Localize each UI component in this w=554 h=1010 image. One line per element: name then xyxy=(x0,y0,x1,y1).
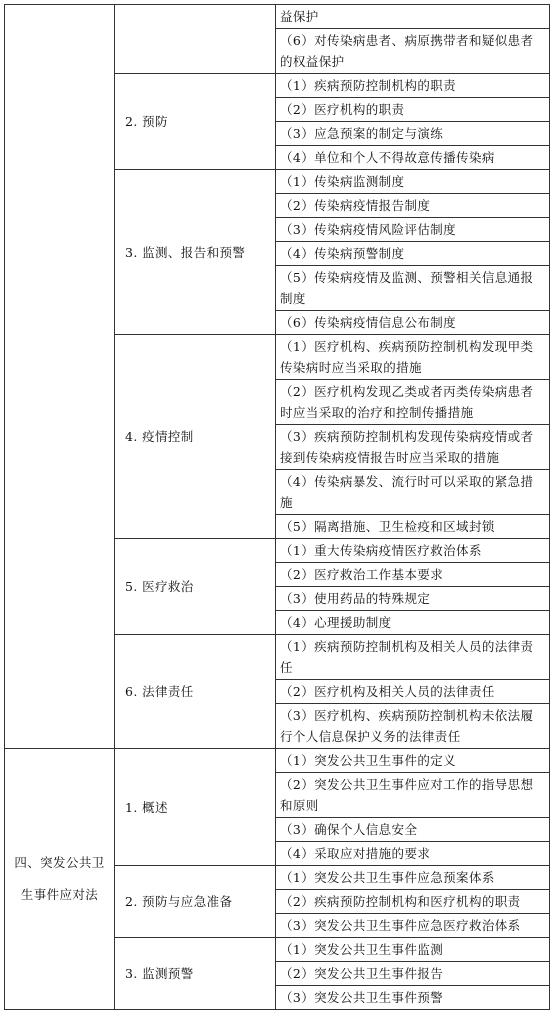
item-cell: （2）突发公共卫生事件应对工作的指导思想和原则 xyxy=(276,773,550,818)
item-cell: （2）医疗机构发现乙类或者丙类传染病患者时应当采取的治疗和控制传播措施 xyxy=(276,380,550,425)
item-cell: （2）疾病预防控制机构和医疗机构的职责 xyxy=(276,890,550,914)
section-title: 4. 疫情控制 xyxy=(115,335,276,539)
item-cell: （4）采取应对措施的要求 xyxy=(276,842,550,866)
item-cell: （3）传染病疫情风险评估制度 xyxy=(276,218,550,242)
item-cell: （1）重大传染病疫情医疗救治体系 xyxy=(276,539,550,563)
section-title: 3. 监测预警 xyxy=(115,938,276,1010)
item-cell: （3）医疗机构、疾病预防控制机构未依法履行个人信息保护义务的法律责任 xyxy=(276,704,550,749)
table-row xyxy=(5,5,550,29)
item-cell: （3）使用药品的特殊规定 xyxy=(276,587,550,611)
item-cell: （6）传染病疫情信息公布制度 xyxy=(276,311,550,335)
item-cell: （2）传染病疫情报告制度 xyxy=(276,194,550,218)
syllabus-table xyxy=(4,4,550,1010)
item-cell: （6）对传染病患者、病原携带者和疑似患者的权益保护 xyxy=(276,29,550,74)
section-title: 6. 法律责任 xyxy=(115,635,276,749)
syllabus-table-body xyxy=(5,5,550,1010)
section-title: 2. 预防 xyxy=(115,74,276,170)
item-cell: （1）突发公共卫生事件的定义 xyxy=(276,749,550,773)
item-cell: （1）传染病监测制度 xyxy=(276,170,550,194)
section-title: 5. 医疗救治 xyxy=(115,539,276,635)
chapter-cell-continued xyxy=(5,5,115,749)
item-cell: 益保护 xyxy=(276,5,550,29)
item-cell: （2）医疗机构及相关人员的法律责任 xyxy=(276,680,550,704)
item-cell: （1）突发公共卫生事件监测 xyxy=(276,938,550,962)
item-cell: （2）医疗机构的职责 xyxy=(276,98,550,122)
item-cell: （4）单位和个人不得故意传播传染病 xyxy=(276,146,550,170)
item-cell: （5）传染病疫情及监测、预警相关信息通报制度 xyxy=(276,266,550,311)
item-cell: （4）传染病暴发、流行时可以采取的紧急措施 xyxy=(276,470,550,515)
item-cell: （1）疾病预防控制机构及相关人员的法律责任 xyxy=(276,635,550,680)
item-cell: （3）应急预案的制定与演练 xyxy=(276,122,550,146)
item-cell: （3）确保个人信息安全 xyxy=(276,818,550,842)
section-title: 3. 监测、报告和预警 xyxy=(115,170,276,335)
item-cell: （5）隔离措施、卫生检疫和区域封锁 xyxy=(276,515,550,539)
item-cell: （1）疾病预防控制机构的职责 xyxy=(276,74,550,98)
item-cell: （3）突发公共卫生事件预警 xyxy=(276,986,550,1010)
section-title: 1. 概述 xyxy=(115,749,276,866)
chapter-title: 四、突发公共卫生事件应对法 xyxy=(5,749,115,1010)
item-cell: （4）心理援助制度 xyxy=(276,611,550,635)
item-cell: （2）医疗救治工作基本要求 xyxy=(276,563,550,587)
item-cell: （1）医疗机构、疾病预防控制机构发现甲类传染病时应当采取的措施 xyxy=(276,335,550,380)
item-cell: （1）突发公共卫生事件应急预案体系 xyxy=(276,866,550,890)
section-title: 2. 预防与应急准备 xyxy=(115,866,276,938)
item-cell: （3）突发公共卫生事件应急医疗救治体系 xyxy=(276,914,550,938)
item-cell: （3）疾病预防控制机构发现传染病疫情或者接到传染病疫情报告时应当采取的措施 xyxy=(276,425,550,470)
item-cell: （4）传染病预警制度 xyxy=(276,242,550,266)
item-cell: （2）突发公共卫生事件报告 xyxy=(276,962,550,986)
table-row xyxy=(5,749,550,773)
section-cell-continued xyxy=(115,5,276,74)
